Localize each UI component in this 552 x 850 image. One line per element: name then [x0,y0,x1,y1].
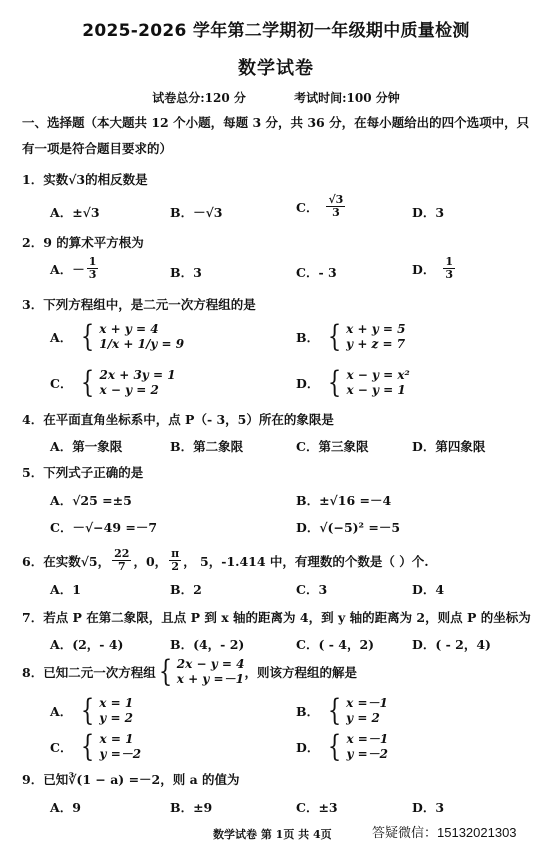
q8-option-c-system [78,729,142,764]
section-line-2: 有一项是符合题目要求的） [22,141,173,156]
equation-row: x + y =－1 [176,672,244,686]
q1-option-d: D．3 [412,205,445,220]
exam-subtitle: 数学试卷 [238,58,314,79]
equation-row: x = 1 [99,696,134,710]
brace-icon: { [327,693,342,728]
brace-icon: { [328,365,342,400]
equation-row: 2x + 3y = 1 [99,368,176,382]
q8-option-b-label: B． [296,704,320,719]
q5-option-b: B．±√16 =－4 [296,493,392,508]
question-2-stem: 2．9 的算术平方根为 [22,235,144,250]
question-6-stem [22,548,429,573]
brace-icon: { [81,319,95,354]
brace-icon: { [158,654,172,689]
q6-option-d: D．4 [412,582,445,597]
q8-option-a-label: A． [50,704,73,719]
q6-stem-part-c: ， 5，-1.414 中，有理数的个数是（ ）个. [183,553,429,569]
q2-option-a [50,256,100,281]
q6-stem-part-b: ，0， [133,553,168,569]
brace-icon: { [81,729,95,764]
equation-row: y =－2 [99,747,142,761]
q3-option-d [296,365,410,400]
q8-option-d-system [325,729,389,764]
q8-system [156,654,245,689]
equation-row: 2x − y = 4 [176,657,245,671]
q5-option-c: C．－√−49 =－7 [50,520,158,535]
q8-option-d-label: D． [296,740,320,755]
equation-row: x − y = 2 [99,383,159,397]
q4-option-c: C．第三象限 [296,439,369,454]
q8-option-a-system [78,693,134,728]
q1-option-b: B．－√3 [170,205,223,220]
equation-row: x =－1 [346,732,389,746]
q2-option-a-label: A．－ [50,261,85,277]
fraction-denominator: 3 [332,206,340,219]
question-4-stem: 4．在平面直角坐标系中，点 P（- 3，5）所在的象限是 [22,412,334,427]
fraction-numerator: √3 [328,193,344,206]
equation-row: x − y = x² [346,368,410,382]
fraction-denominator: 7 [117,560,126,573]
equation-row: x = 1 [99,732,134,746]
brace-icon: { [81,365,95,400]
q8-stem-part-a: 8．已知二元一次方程组 [22,665,156,680]
exam-time: 考试时间:100 分钟 [294,91,400,105]
brace-icon: { [81,693,95,728]
q3-option-a-label: A． [50,330,73,345]
q9-option-d: D．3 [412,800,445,815]
question-1-stem: 1．实数√3的相反数是 [22,172,148,187]
question-5-stem: 5．下列式子正确的是 [22,465,144,480]
q3-option-c [50,365,176,400]
equation-row: 1/x + 1/y = 9 [99,337,185,351]
page-info: 数学试卷 第 1页 共 4页 [213,828,332,841]
q4-option-a: A．第一象限 [50,439,123,454]
exam-meta [0,89,552,106]
total-score: 试卷总分:120 分 [152,91,246,105]
q9-option-c: C．±3 [296,800,338,815]
equation-row: x =－1 [346,696,388,710]
question-8-stem [22,654,357,689]
q2-option-d-fraction [443,256,455,281]
q4-option-d: D．第四象限 [412,439,486,454]
contact-info: 答疑微信：15132021303 [372,825,517,840]
q4-option-b: B．第二象限 [170,439,244,454]
q8-option-c-label: C． [50,740,73,755]
q7-option-a: A．(2，- 4) [50,637,124,652]
fraction-numerator: 22 [114,547,130,560]
q8-option-a [50,693,134,728]
q8-stem-part-b: ，则该方程组的解是 [244,665,357,680]
fraction-denominator: 2 [171,560,179,573]
q1-option-c-label: C． [296,199,319,215]
fraction-denominator: 3 [88,268,97,281]
equation-row: y = 2 [99,711,134,725]
q2-option-a-fraction [87,256,99,281]
q5-option-a: A．√25 =±5 [50,493,132,508]
equation-row: y + z = 7 [346,337,406,351]
fraction-denominator: 3 [445,268,453,281]
q3-option-d-system [325,365,410,400]
q3-option-b-label: B． [296,330,320,345]
q5-option-d: D．√(−5)² =－5 [296,520,401,535]
q3-option-a-system [78,319,185,354]
q7-option-d: D．( - 2，4) [412,637,491,652]
equation-row: x + y = 4 [99,322,159,336]
q2-option-d [412,256,457,281]
q3-option-b [296,319,406,354]
q3-option-c-system [78,365,176,400]
q3-option-d-label: D． [296,376,320,391]
q1-option-c [296,194,347,219]
q8-option-c [50,729,142,764]
q8-option-d [296,729,389,764]
q2-option-b: B．3 [170,265,202,280]
fraction-numerator: π [171,547,180,560]
section-heading [22,110,537,162]
q6-stem-part-a: 6．在实数√5， [22,553,111,569]
brace-icon: { [328,729,342,764]
q6-fraction-1 [112,548,131,573]
fraction-numerator: 1 [88,255,97,268]
q8-option-b [296,693,388,728]
question-7-stem: 7．若点 P 在第二象限，且点 P 到 x 轴的距离为 4，到 y 轴的距离为 2，则点 P 的坐标为 [22,610,531,625]
q6-option-b: B．2 [170,582,202,597]
q3-option-a [50,319,185,354]
q8-option-b-system [325,693,388,728]
fraction-numerator: 1 [445,255,453,268]
q7-option-b: B．(4，- 2) [170,637,245,652]
q7-option-c: C．( - 4，2) [296,637,375,652]
q1-option-c-fraction [326,194,345,219]
exam-title: 2025-2026 学年第二学期初一年级期中质量检测 [82,21,470,41]
q2-option-c: C．- 3 [296,265,337,280]
q6-fraction-2 [169,548,181,573]
equation-row: y = 2 [346,711,380,725]
q6-option-c: C．3 [296,582,328,597]
q2-option-d-label: D． [412,261,436,277]
section-line-1: 一、选择题（本大题共 12 个小题，每题 3 分，共 36 分，在每小题给出的四个选项中，只 [22,115,530,130]
equation-row: x − y = 1 [346,383,406,397]
equation-row: x + y = 5 [346,322,406,336]
q3-option-c-label: C． [50,376,73,391]
q3-option-b-system [325,319,406,354]
brace-icon: { [327,319,342,354]
question-9-stem: 9．已知∛(1 − a) =－2，则 a 的值为 [22,772,240,787]
q9-option-b: B．±9 [170,800,213,815]
equation-row: y =－2 [346,747,388,761]
q9-option-a: A．9 [50,800,81,815]
q6-option-a: A．1 [50,582,81,597]
question-3-stem: 3．下列方程组中，是二元一次方程组的是 [22,297,256,312]
q1-option-a: A．±√3 [50,205,100,220]
